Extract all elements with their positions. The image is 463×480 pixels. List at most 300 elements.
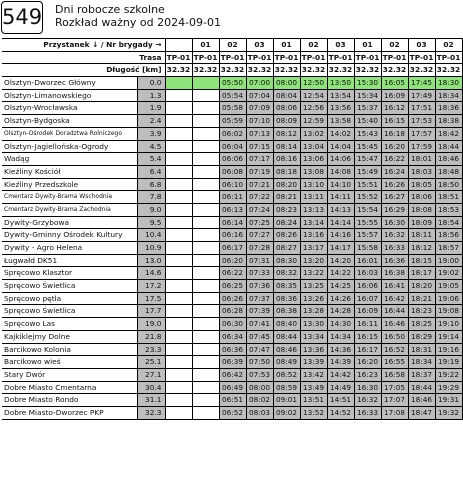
time-cell: 19:31	[435, 394, 462, 407]
time-cell: 14:34	[327, 330, 354, 343]
length-cell: 32.32	[192, 64, 219, 77]
time-cell: 18:01	[408, 153, 435, 166]
time-cell-empty	[192, 406, 219, 419]
length-cell: 32.32	[246, 64, 273, 77]
stop-name: Kajkiklejmy Dolne	[2, 330, 137, 343]
table-row	[2, 165, 462, 178]
table-row	[2, 280, 462, 293]
time-cell: 13:34	[300, 330, 327, 343]
stop-km: 3.9	[137, 127, 165, 140]
time-cell: 13:04	[300, 140, 327, 153]
time-cell: 13:10	[300, 178, 327, 191]
time-cell: 19:06	[435, 292, 462, 305]
time-cell: 14:52	[327, 406, 354, 419]
time-cell-empty	[165, 330, 192, 343]
table-row	[2, 394, 462, 407]
time-cell: 08:32	[273, 267, 300, 280]
time-cell: 15:51	[354, 178, 381, 191]
stop-km: 6.8	[137, 178, 165, 191]
time-cell: 14:49	[327, 381, 354, 394]
stop-name: Spręcowo pętla	[2, 292, 137, 305]
time-cell: 13:49	[300, 381, 327, 394]
schedule-title: Dni robocze szkolne	[55, 3, 165, 16]
time-cell-empty	[165, 406, 192, 419]
time-cell: 08:35	[273, 280, 300, 293]
time-cell-empty	[192, 153, 219, 166]
table-row	[2, 267, 462, 280]
time-cell: 15:57	[354, 229, 381, 242]
time-cell: 13:26	[300, 292, 327, 305]
stop-km: 7.8	[137, 191, 165, 204]
time-cell: 06:11	[219, 191, 246, 204]
time-cell: 16:12	[381, 102, 408, 115]
time-cell: 15:55	[354, 216, 381, 229]
time-cell: 08:26	[273, 229, 300, 242]
time-cell: 14:11	[327, 191, 354, 204]
time-cell: 07:00	[246, 77, 273, 90]
time-cell: 18:23	[408, 305, 435, 318]
time-cell: 05:58	[219, 102, 246, 115]
stop-name: Dobre Miasto Rondo	[2, 394, 137, 407]
time-cell: 18:34	[408, 356, 435, 369]
length-cell: 32.32	[273, 64, 300, 77]
time-cell: 14:02	[327, 127, 354, 140]
time-cell: 16:23	[354, 368, 381, 381]
time-cell: 17:51	[408, 102, 435, 115]
stop-name: Dywity-Grzybowa	[2, 216, 137, 229]
stop-name: Cmentarz Dywity-Brama Zachodnia	[2, 203, 137, 216]
time-cell: 12:56	[300, 102, 327, 115]
time-cell: 08:24	[273, 216, 300, 229]
table-row	[2, 242, 462, 255]
time-cell: 07:28	[246, 242, 273, 255]
stop-km: 27.1	[137, 368, 165, 381]
stop-name: Spręcowo Świetlica	[2, 305, 137, 318]
time-cell-empty	[165, 178, 192, 191]
trasa-row	[2, 51, 462, 64]
time-cell: 08:04	[273, 89, 300, 102]
time-cell: 07:22	[246, 191, 273, 204]
time-cell-empty	[192, 381, 219, 394]
time-cell: 07:33	[246, 267, 273, 280]
time-cell: 17:07	[381, 394, 408, 407]
stop-km: 10.9	[137, 242, 165, 255]
time-cell: 06:30	[219, 318, 246, 331]
stop-name: Kieźliny Kościół	[2, 165, 137, 178]
time-cell: 08:16	[273, 153, 300, 166]
time-cell: 06:02	[219, 127, 246, 140]
time-cell: 07:36	[246, 280, 273, 293]
time-cell: 18:38	[435, 115, 462, 128]
stop-name: Spręcowo Las	[2, 318, 137, 331]
time-cell: 08:06	[273, 102, 300, 115]
time-cell-empty	[165, 305, 192, 318]
time-cell: 13:11	[300, 191, 327, 204]
time-cell: 13:39	[300, 356, 327, 369]
trasa-cell: TP-01	[165, 51, 192, 64]
time-cell: 13:22	[300, 267, 327, 280]
time-cell: 16:50	[381, 330, 408, 343]
stop-km: 9.5	[137, 216, 165, 229]
brigade-cell: 03	[327, 39, 354, 52]
time-cell: 13:50	[327, 77, 354, 90]
time-cell: 14:51	[327, 394, 354, 407]
time-cell: 07:27	[246, 229, 273, 242]
time-cell: 06:49	[219, 381, 246, 394]
brigade-row	[2, 39, 462, 52]
time-cell: 08:03	[246, 406, 273, 419]
time-cell: 16:36	[381, 254, 408, 267]
table-row	[2, 368, 462, 381]
time-cell: 13:52	[300, 406, 327, 419]
time-cell: 18:05	[408, 178, 435, 191]
table-row	[2, 153, 462, 166]
time-cell: 07:21	[246, 178, 273, 191]
time-cell: 06:10	[219, 178, 246, 191]
time-cell: 07:13	[246, 127, 273, 140]
time-cell: 16:29	[381, 203, 408, 216]
time-cell-empty	[165, 115, 192, 128]
time-cell: 16:44	[381, 305, 408, 318]
time-cell: 18:09	[408, 216, 435, 229]
stop-km: 21.8	[137, 330, 165, 343]
stop-km: 6.4	[137, 165, 165, 178]
time-cell: 13:08	[300, 165, 327, 178]
trasa-cell: TP-01	[246, 51, 273, 64]
time-cell: 15:43	[354, 127, 381, 140]
stop-km: 0.0	[137, 77, 165, 90]
brigade-cell: 03	[246, 39, 273, 52]
time-cell: 14:16	[327, 229, 354, 242]
time-cell: 18:21	[408, 292, 435, 305]
time-cell: 14:04	[327, 140, 354, 153]
time-cell: 18:46	[408, 394, 435, 407]
stop-name: Stary Dwór	[2, 368, 137, 381]
time-cell: 07:37	[246, 292, 273, 305]
brigade-cell: 02	[435, 39, 462, 52]
table-row	[2, 305, 462, 318]
table-row	[2, 178, 462, 191]
brigade-cell: 02	[300, 39, 327, 52]
time-cell: 06:34	[219, 330, 246, 343]
time-cell: 16:32	[381, 229, 408, 242]
stop-km: 17.5	[137, 292, 165, 305]
time-cell: 08:38	[273, 305, 300, 318]
time-cell: 08:36	[273, 292, 300, 305]
time-cell: 07:50	[246, 356, 273, 369]
trasa-cell: TP-01	[354, 51, 381, 64]
time-cell: 18:31	[408, 343, 435, 356]
time-cell: 13:13	[300, 203, 327, 216]
time-cell-empty	[165, 254, 192, 267]
time-cell: 17:57	[408, 127, 435, 140]
time-cell-empty	[165, 102, 192, 115]
trasa-cell: TP-01	[381, 51, 408, 64]
length-cell: 32.32	[354, 64, 381, 77]
length-cell: 32.32	[327, 64, 354, 77]
route-number: 549	[1, 1, 43, 34]
time-cell-empty	[192, 216, 219, 229]
stop-km: 19.0	[137, 318, 165, 331]
time-cell: 13:16	[300, 229, 327, 242]
header	[0, 0, 438, 36]
time-cell-empty	[192, 254, 219, 267]
time-cell: 16:17	[354, 343, 381, 356]
table-row	[2, 318, 462, 331]
stop-km: 31.1	[137, 394, 165, 407]
time-cell: 14:39	[327, 356, 354, 369]
time-cell-empty	[192, 127, 219, 140]
time-cell: 12:59	[300, 115, 327, 128]
time-cell: 16:41	[381, 280, 408, 293]
time-cell: 18:47	[408, 406, 435, 419]
table-row	[2, 406, 462, 419]
length-cell: 32.32	[435, 64, 462, 77]
stop-km: 1.9	[137, 102, 165, 115]
time-cell: 16:01	[354, 254, 381, 267]
table-row	[2, 115, 462, 128]
time-cell: 08:20	[273, 178, 300, 191]
time-cell: 15:47	[354, 153, 381, 166]
time-cell: 06:42	[219, 368, 246, 381]
trasa-cell: TP-01	[273, 51, 300, 64]
stop-km: 1.3	[137, 89, 165, 102]
time-cell: 18:54	[435, 216, 462, 229]
time-cell-empty	[165, 77, 192, 90]
time-cell: 16:15	[381, 115, 408, 128]
time-cell: 17:59	[408, 140, 435, 153]
time-cell: 13:02	[300, 127, 327, 140]
stop-name: Spręcowo Klasztor	[2, 267, 137, 280]
length-cell: 32.32	[408, 64, 435, 77]
stop-name: Ługwałd DK51	[2, 254, 137, 267]
time-cell: 14:22	[327, 267, 354, 280]
time-cell: 19:02	[435, 267, 462, 280]
time-cell-empty	[165, 394, 192, 407]
table-row	[2, 229, 462, 242]
time-cell-empty	[165, 203, 192, 216]
table-row	[2, 330, 462, 343]
time-cell: 08:02	[246, 394, 273, 407]
time-cell: 16:18	[381, 127, 408, 140]
time-cell: 15:58	[354, 242, 381, 255]
time-cell: 13:28	[300, 305, 327, 318]
time-cell: 18:11	[408, 229, 435, 242]
time-cell-empty	[165, 280, 192, 293]
brigade-cell: 02	[219, 39, 246, 52]
time-cell: 13:54	[327, 89, 354, 102]
schedule-subtitle: Rozkład ważny od 2024-09-01	[55, 16, 221, 29]
stop-name: Dywity - Agro Helena	[2, 242, 137, 255]
time-cell-empty	[165, 368, 192, 381]
stop-km: 17.7	[137, 305, 165, 318]
brigade-cell: 01	[354, 39, 381, 52]
trasa-cell: TP-01	[192, 51, 219, 64]
table-row	[2, 203, 462, 216]
time-cell: 08:23	[273, 203, 300, 216]
time-cell-empty	[192, 368, 219, 381]
time-cell: 19:05	[435, 280, 462, 293]
time-cell-empty	[192, 242, 219, 255]
time-cell: 18:25	[408, 318, 435, 331]
time-cell: 16:33	[381, 242, 408, 255]
time-cell: 08:14	[273, 140, 300, 153]
time-cell: 16:20	[381, 140, 408, 153]
time-cell: 19:19	[435, 356, 462, 369]
time-cell: 19:16	[435, 343, 462, 356]
brigade-cell-blank	[165, 39, 192, 52]
trasa-cell: TP-01	[327, 51, 354, 64]
time-cell: 16:38	[381, 267, 408, 280]
time-cell: 05:50	[219, 77, 246, 90]
stop-name: Olsztyn-Bydgoska	[2, 115, 137, 128]
stop-name: Olsztyn-Dworzec Główny	[2, 77, 137, 90]
length-cell: 32.32	[165, 64, 192, 77]
time-cell: 18:03	[408, 165, 435, 178]
stop-name: Wadąg	[2, 153, 137, 166]
time-cell: 14:08	[327, 165, 354, 178]
time-cell: 17:05	[381, 381, 408, 394]
time-cell: 07:41	[246, 318, 273, 331]
time-cell-empty	[192, 165, 219, 178]
time-cell-empty	[192, 102, 219, 115]
time-cell: 16:33	[354, 406, 381, 419]
time-cell-empty	[192, 191, 219, 204]
time-cell: 15:54	[354, 203, 381, 216]
table-row	[2, 216, 462, 229]
time-cell: 14:36	[327, 343, 354, 356]
table-row	[2, 381, 462, 394]
timetable	[2, 38, 463, 420]
stop-name: Olsztyn-Wrocławska	[2, 102, 137, 115]
time-cell: 19:22	[435, 368, 462, 381]
time-cell: 18:42	[435, 127, 462, 140]
length-cell: 32.32	[300, 64, 327, 77]
time-cell: 16:30	[381, 216, 408, 229]
time-cell: 06:28	[219, 305, 246, 318]
time-cell: 09:01	[273, 394, 300, 407]
time-cell: 06:17	[219, 242, 246, 255]
time-cell-empty	[192, 89, 219, 102]
time-cell: 07:47	[246, 343, 273, 356]
time-cell: 12:54	[300, 89, 327, 102]
stop-km: 10.4	[137, 229, 165, 242]
time-cell: 07:25	[246, 216, 273, 229]
time-cell: 19:32	[435, 406, 462, 419]
stop-km: 2.4	[137, 115, 165, 128]
time-cell: 07:10	[246, 115, 273, 128]
time-cell: 16:07	[354, 292, 381, 305]
time-cell: 16:03	[354, 267, 381, 280]
time-cell-empty	[165, 216, 192, 229]
time-cell: 07:45	[246, 330, 273, 343]
time-cell: 13:20	[300, 254, 327, 267]
brigade-cell: 03	[408, 39, 435, 52]
stop-km: 30.4	[137, 381, 165, 394]
table-row	[2, 127, 462, 140]
time-cell: 15:45	[354, 140, 381, 153]
time-cell-empty	[165, 292, 192, 305]
time-cell: 07:09	[246, 102, 273, 115]
time-cell: 14:30	[327, 318, 354, 331]
time-cell: 18:12	[408, 242, 435, 255]
table-row	[2, 140, 462, 153]
time-cell: 06:20	[219, 254, 246, 267]
time-cell: 14:14	[327, 216, 354, 229]
stop-km: 14.6	[137, 267, 165, 280]
table-row	[2, 356, 462, 369]
time-cell: 16:24	[381, 165, 408, 178]
time-cell: 07:15	[246, 140, 273, 153]
trasa-cell: TP-01	[219, 51, 246, 64]
time-cell: 14:10	[327, 178, 354, 191]
time-cell: 14:20	[327, 254, 354, 267]
time-cell: 08:49	[273, 356, 300, 369]
time-cell: 06:13	[219, 203, 246, 216]
length-cell: 32.32	[219, 64, 246, 77]
time-cell: 18:51	[435, 191, 462, 204]
time-cell: 18:53	[435, 203, 462, 216]
time-cell-empty	[192, 203, 219, 216]
time-cell: 17:45	[408, 77, 435, 90]
time-cell: 18:06	[408, 191, 435, 204]
stop-name: Olsztyn-Limanowskiego	[2, 89, 137, 102]
time-cell: 14:42	[327, 368, 354, 381]
time-cell: 16:52	[381, 343, 408, 356]
trasa-label: Trasa	[2, 51, 165, 64]
time-cell: 14:28	[327, 305, 354, 318]
time-cell: 13:56	[327, 102, 354, 115]
time-cell-empty	[165, 127, 192, 140]
time-cell: 19:10	[435, 318, 462, 331]
table-row	[2, 343, 462, 356]
time-cell: 19:08	[435, 305, 462, 318]
length-label: Długość [km]	[2, 64, 165, 77]
stop-name: Kieźliny Przedszkole	[2, 178, 137, 191]
time-cell: 16:32	[354, 394, 381, 407]
time-cell: 17:53	[408, 115, 435, 128]
time-cell-empty	[192, 394, 219, 407]
time-cell: 15:40	[354, 115, 381, 128]
time-cell: 18:20	[408, 280, 435, 293]
time-cell: 07:19	[246, 165, 273, 178]
stop-km: 5.4	[137, 153, 165, 166]
stop-name: Cmentarz Dywity-Brama Wschodnia	[2, 191, 137, 204]
time-cell: 08:30	[273, 254, 300, 267]
time-cell-empty	[165, 191, 192, 204]
time-cell: 17:08	[381, 406, 408, 419]
stop-km: 25.1	[137, 356, 165, 369]
time-cell: 16:58	[381, 368, 408, 381]
time-cell: 08:21	[273, 191, 300, 204]
time-cell: 13:36	[300, 343, 327, 356]
time-cell: 05:59	[219, 115, 246, 128]
time-cell: 06:14	[219, 216, 246, 229]
time-cell: 13:25	[300, 280, 327, 293]
time-cell: 13:51	[300, 394, 327, 407]
time-cell-empty	[192, 140, 219, 153]
stop-km: 4.5	[137, 140, 165, 153]
time-cell: 18:48	[435, 165, 462, 178]
time-cell: 16:09	[381, 89, 408, 102]
time-cell: 16:27	[381, 191, 408, 204]
time-cell: 18:30	[435, 77, 462, 90]
stop-name: Dobre Miasto Cmentarna	[2, 381, 137, 394]
time-cell: 16:09	[354, 305, 381, 318]
time-cell: 06:22	[219, 267, 246, 280]
stop-name: Olsztyn-Ośrodek Doradztwa Rolniczego	[2, 127, 137, 140]
time-cell-empty	[192, 343, 219, 356]
